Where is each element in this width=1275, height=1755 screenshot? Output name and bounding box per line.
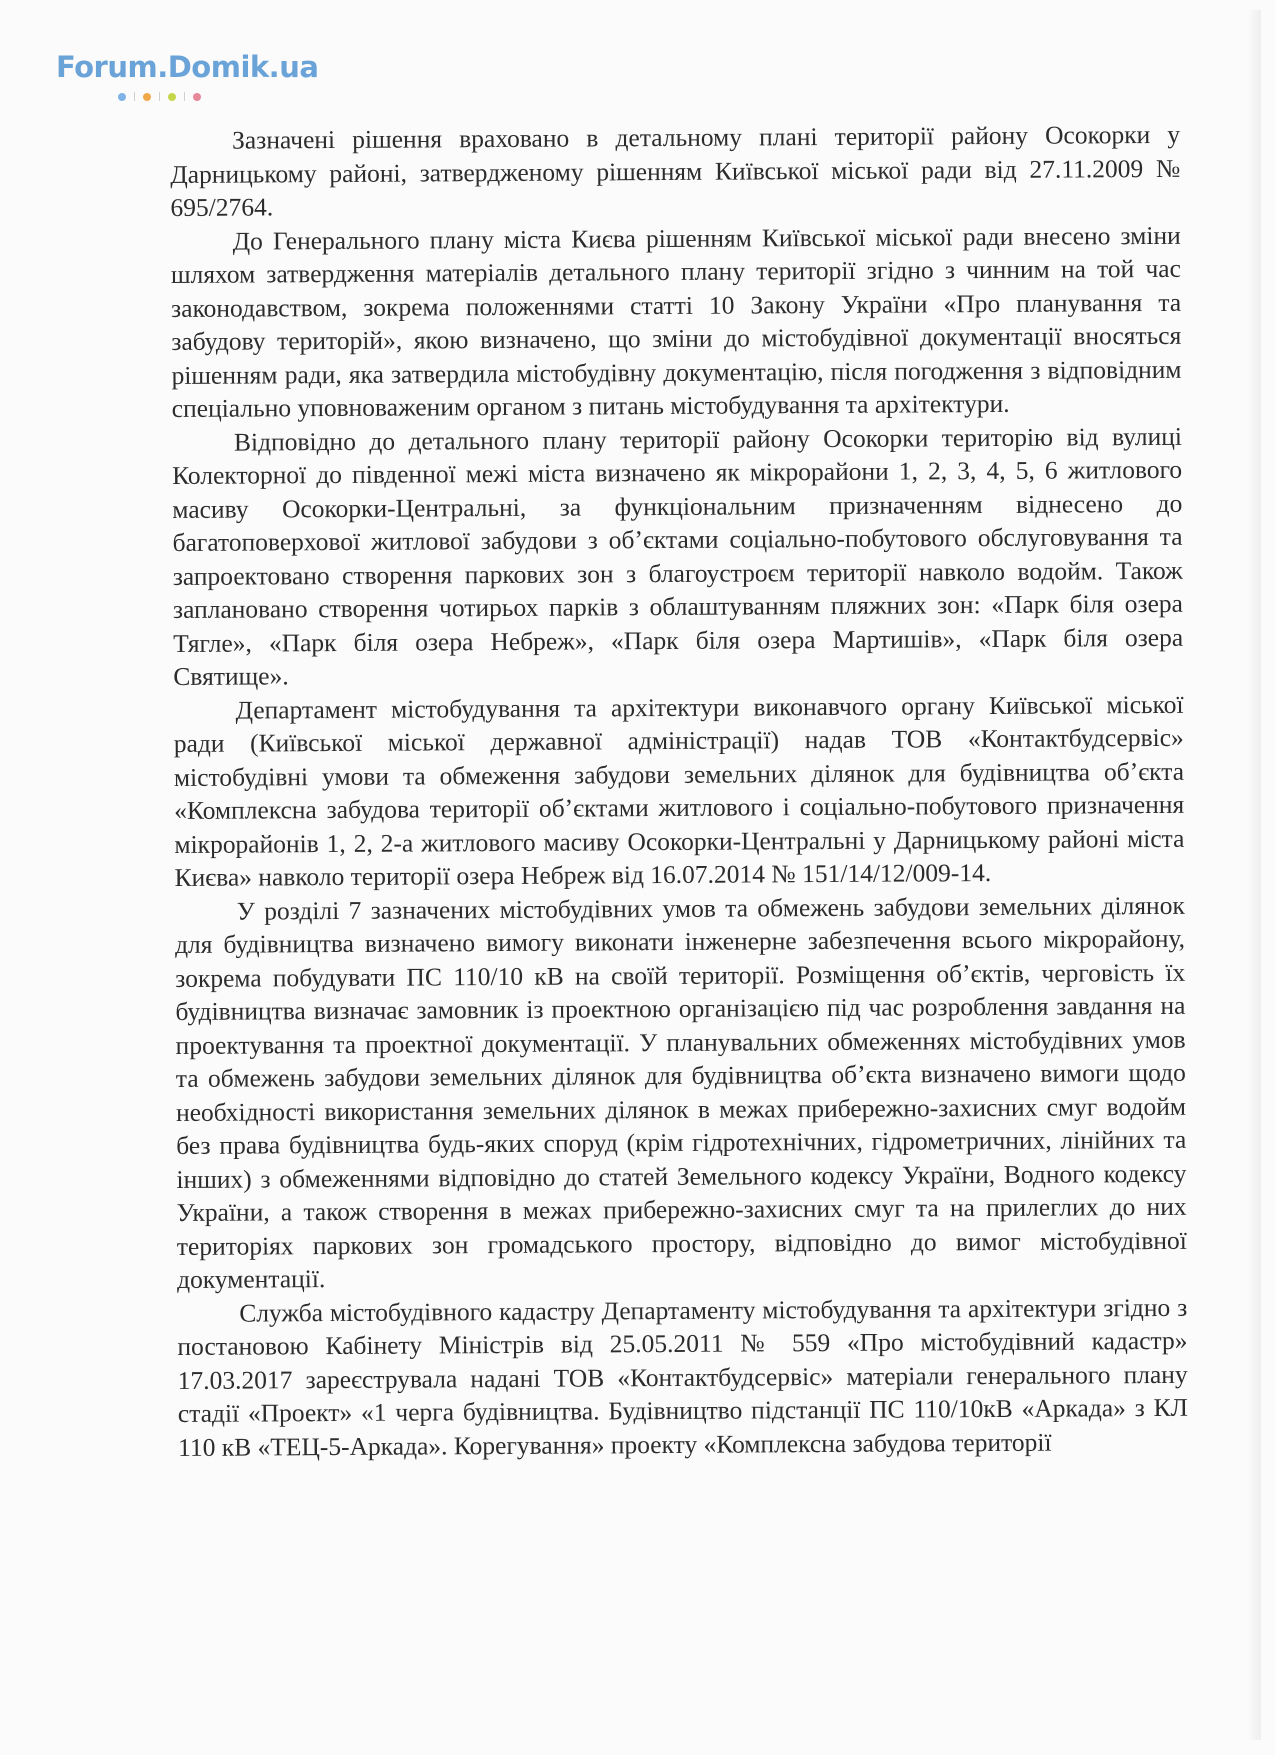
paragraph-5: У розділі 7 зазначених містобудівних умов та обмежень забудови земельних ділянок для будівництва визначено вимогу виконати інженерне забезпечення всього мікрорайону, зокрема побудувати ПС 110/10 кВ на своїй території. Розміщення об’єктів, черговість їх будівництва визначає замовник із проектною організацією під час розроблення завдання на проектування та проектної документації. У планувальних обмеженнях містобудівних умов та обмежень забудови земельних ділянок для будівництва об’єкта визначено вимоги щодо необхідності використання земельних ділянок в межах прибережно-захисних смуг водойм без права будівництва будь-яких споруд (крім гідротехнічних, гідрометричних, лінійних та інших) з обмеженнями відповідно до статей Земельного кодексу України, Водного кодексу України, а також створення в межах прибережно-захисних смуг та на прилеглих до них територіях паркових зон громадського простору, відповідно до вимог містобудівної документації. <box>174 890 1187 1294</box>
paragraph-4: Департамент містобудування та архітектури виконавчого органу Київської міської ради (Київської міської державної адміністрації) надав ТОВ «Контактбудсервіс» містобудівні умови та обмеження забудови земельних ділянок для будівництва об’єкта «Комплексна забудова території об’єктами житлового і соціально-побутового призначення мікрорайонів 1, 2, 2-а житлового масиву Осокорки-Центральні у Дарницькому районі міста Києва» навколо території озера Небреж від 16.07.2014 № 151/14/12/009-14. <box>173 689 1185 892</box>
watermark-separator <box>184 92 185 101</box>
watermark-dot-green <box>168 93 176 101</box>
site-watermark <box>56 50 326 110</box>
paragraph-2: До Генерального плану міста Києва рішенням Київської міської ради внесено зміни шляхом затвердження матеріалів детального плану території згідно з чинним на той час законодавством, зокрема положеннями статті 10 Закону України «Про планування та забудову територій», якою визначено, що зміни до містобудівної документації вносяться рішенням ради, яка затвердила містобудівну документацію, після погодження з відповідним спеціально уповноваженим органом з питань містобудування та архітектури. <box>170 220 1182 423</box>
watermark-dot-pink <box>193 93 201 101</box>
paragraph-1: Зазначені рішення враховано в детальному плані території району Осокорки у Дарницькому районі, затвердженому рішенням Київської міської ради від 27.11.2009 № 695/2764. <box>170 119 1181 222</box>
paragraph-6: Служба містобудівного кадастру Департаменту містобудування та архітектури згідно з постановою Кабінету Міністрів від 25.05.2011 № 559 «Про містобудівний кадастр» 17.03.2017 зареєструвала надані ТОВ «Контактбудсервіс» матеріали генерального плану стадії «Проект» «1 черга будівництва. Будівництво підстанції ПС 110/10кВ «Аркада» з КЛ 110 кВ «ТЕЦ-5-Аркада». Корегування» проекту «Комплексна забудова території <box>177 1292 1188 1462</box>
watermark-separator <box>134 92 135 101</box>
watermark-logo-text: Forum.Domik.ua <box>56 50 319 84</box>
watermark-dots <box>118 92 326 101</box>
watermark-dot-orange <box>143 93 151 101</box>
watermark-separator <box>159 92 160 101</box>
paragraph-3: Відповідно до детального плану території району Осокорки територію від вулиці Колекторної до південної межі міста визначено як мікрорайони 1, 2, 3, 4, 5, 6 житлового масиву Осокорки-Центральні, за функціональним призначенням віднесено до багатоповерхової житлової забудови з об’єктами соціально-побутового обслуговування та запроектовано створення паркових зон з благоустроєм території навколо водойм. Також заплановано створення чотирьох парків з облаштуванням пляжних зон: «Парк біля озера Тягле», «Парк біля озера Небреж», «Парк біля озера Мартишів», «Парк біля озера Святище». <box>172 421 1184 691</box>
scan-edge-shadow <box>1247 10 1261 1740</box>
document-body <box>170 118 1188 1464</box>
watermark-dot-blue <box>118 93 126 101</box>
